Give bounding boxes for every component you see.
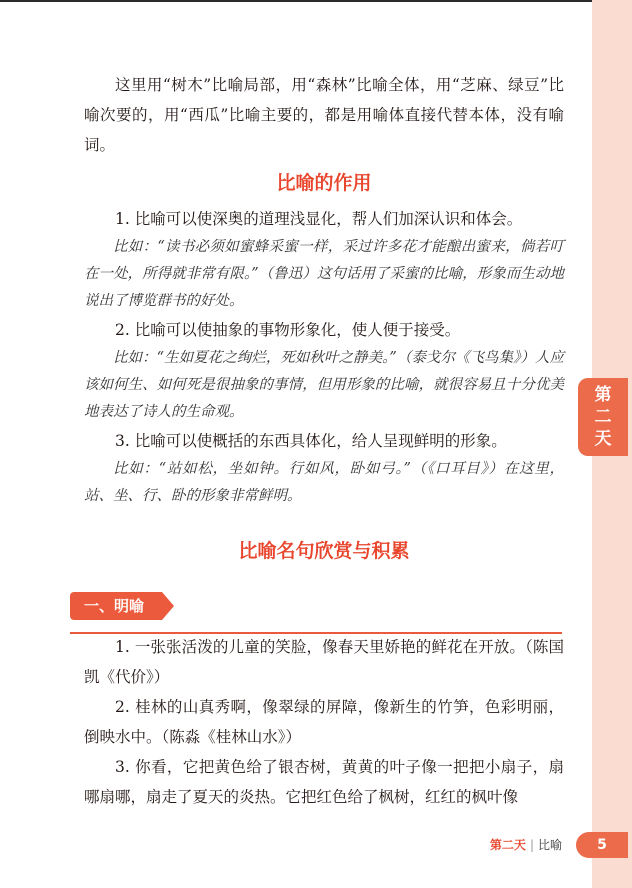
simile-section-tag-label: 一、明喻 — [84, 597, 145, 615]
chapter-side-tab-label: 第二天 — [594, 385, 612, 449]
footer-day: 第二天 — [489, 838, 526, 852]
function-point-3: 3. 比喻可以使概括的东西具体化，给人呈现鲜明的形象。 — [115, 432, 507, 450]
function-point-1: 1. 比喻可以使深奥的道理浅显化，帮人们加深认识和体会。 — [115, 210, 523, 228]
footer-topic: 比喻 — [537, 838, 562, 852]
top-rule — [0, 0, 592, 2]
running-footer — [490, 836, 562, 853]
chapter-side-tab — [578, 378, 628, 456]
section-title-quotes: 比喻名句欣赏与积累 — [238, 540, 410, 562]
simile-section-tag — [70, 592, 162, 620]
page-body — [84, 70, 564, 812]
section-title-function: 比喻的作用 — [276, 172, 372, 194]
quote-item-2: 2. 桂林的山真秀啊，像翠绿的屏障，像新生的竹笋，色彩明丽，倒映水中。（陈淼《桂林山水》） — [84, 698, 564, 746]
function-point-2: 2. 比喻可以使抽象的事物形象化，使人便于接受。 — [115, 321, 461, 339]
section-tag-underline — [70, 632, 562, 634]
intro-paragraph: 这里用“树木”比喻局部，用“森林”比喻全体，用“芝麻、绿豆”比喻次要的，用“西瓜”比喻主要的，都是用喻体直接代替本体，没有喻词。 — [84, 76, 564, 154]
page-number: 5 — [576, 832, 628, 858]
quote-item-3: 3. 你看，它把黄色给了银杏树，黄黄的叶子像一把把小扇子，扇哪扇哪，扇走了夏天的炎热。它把红色给了枫树，红红的枫叶像 — [84, 758, 564, 806]
quote-item-1: 1. 一张张活泼的儿童的笑脸，像春天里娇艳的鲜花在开放。（陈国凯《代价》） — [84, 638, 564, 686]
function-example-1: 比如：“读书必须如蜜蜂采蜜一样，采过许多花才能酿出蜜来，倘若叮在一处，所得就非常有限。”（鲁迅）这句话用了采蜜的比喻，形象而生动地说出了博览群书的好处。 — [84, 239, 564, 309]
function-example-3: 比如：“站如松，坐如钟。行如风，卧如弓。”（《口耳目》）在这里，站、坐、行、卧的形象非常鲜明。 — [84, 461, 564, 504]
footer-separator: | — [529, 838, 534, 852]
function-example-2: 比如：“生如夏花之绚烂，死如秋叶之静美。”（泰戈尔《飞鸟集》）人应该如何生、如何死是很抽象的事情，但用形象的比喻，就很容易且十分优美地表达了诗人的生命观。 — [84, 350, 564, 420]
